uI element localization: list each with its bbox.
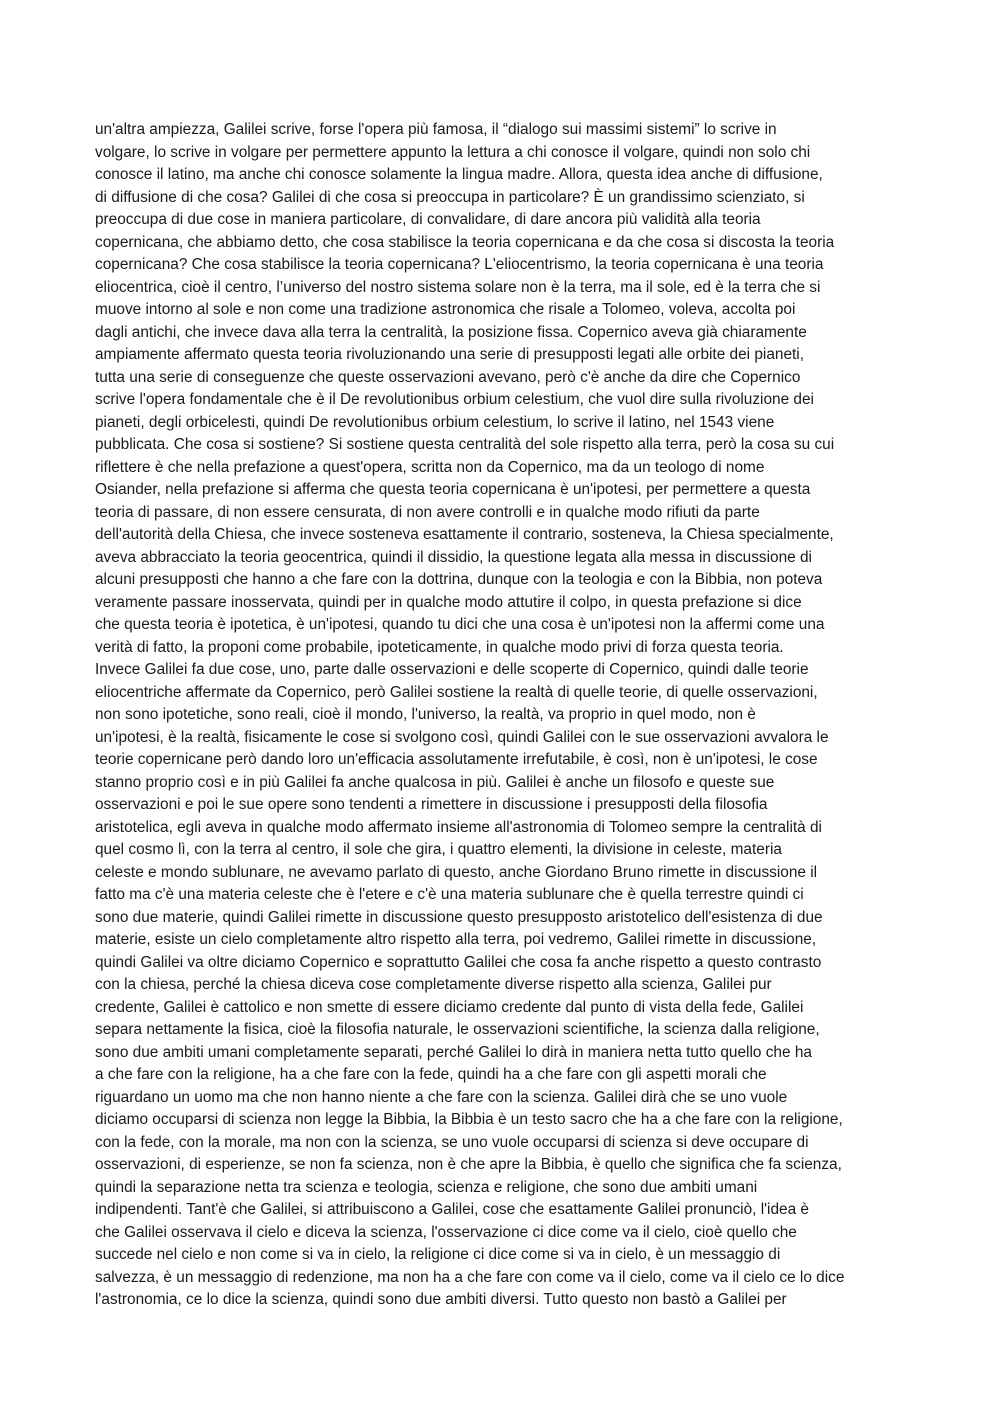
text-line: quel cosmo lì, con la terra al centro, il sole che gira, i quattro elementi, la divisione in celeste, materia <box>95 841 782 858</box>
text-line: volgare, lo scrive in volgare per permettere appunto la lettura a chi conosce il volgare, quindi non solo chi <box>95 143 811 161</box>
text-line: pubblicata. Che cosa si sostiene? Si sostiene questa centralità del sole rispetto alla terra, però la cosa su cui <box>95 436 835 453</box>
text-line: teoria di passare, di non essere censurata, di non avere controlli e in qualche modo rifiuti da parte <box>95 503 760 521</box>
text-line: credente, Galilei è cattolico e non smette di essere diciamo credente dal punto di vista della fede, Galilei <box>95 998 804 1016</box>
text-line: di diffusione di che cosa? Galilei di che cosa si preoccupa in particolare? È un grandissimo scienziato, si <box>95 188 805 206</box>
text-line: copernicana, che abbiamo detto, che cosa stabilisce la teoria copernicana e da che cosa si discosta la teoria <box>95 233 835 251</box>
text-line: eliocentrica, cioè il centro, l’universo del nostro sistema solare non è la terra, ma il sole, ed è la terra che si <box>95 278 821 296</box>
text-line: materie, esiste un cielo completamente altro rispetto alla terra, poi vedremo, Galilei rimette in discussione, <box>95 931 817 948</box>
text-line: un'altra ampiezza, Galilei scrive, forse l'opera più famosa, il “dialogo sui massimi sistemi” lo scrive in <box>95 121 777 138</box>
text-line: fatto ma c'è una materia celeste che è l'etere e c'è una materia sublunare che è quella terrestre quindi ci <box>95 886 804 903</box>
text-line: con la chiesa, perché la chiesa diceva cose completamente diverse rispetto alla scienza, Galilei pur <box>95 976 772 993</box>
text-line: Invece Galilei fa due cose, uno, parte dalle osservazioni e delle scoperte di Copernico, quindi dalle teorie <box>95 661 809 678</box>
text-line: muove intorno al sole e non come una tradizione astronomica che risale a Tolomeo, voleva, accolta poi <box>95 301 796 318</box>
text-line: diciamo occuparsi di scienza non legge la Bibbia, la Bibbia è un testo sacro che ha a che fare con la religione, <box>95 1111 843 1128</box>
text-line: sono due materie, quindi Galilei rimette in discussione questo presupposto aristotelico dell'esistenza di due <box>95 908 823 926</box>
text-line: pianeti, degli orbicelesti, quindi De revolutionibus orbium celestium, lo scrive il latino, nel 1543 viene <box>95 413 775 431</box>
text-line: ampiamente affermato questa teoria rivoluzionando una serie di presupposti legati alle orbite dei pianeti, <box>95 346 804 363</box>
text-line: osservazioni, di esperienze, se non fa scienza, non è che apre la Bibbia, è quello che significa che fa scienza, <box>95 1156 842 1173</box>
text-line: che questa teoria è ipotetica, è un'ipotesi, quando tu dici che una cosa è un'ipotesi non la affermi come una <box>95 616 825 633</box>
text-line: non sono ipotetiche, sono reali, cioè il mondo, l'universo, la realtà, va proprio in quel modo, non è <box>95 706 756 723</box>
text-line: celeste e mondo sublunare, ne avevamo parlato di questo, anche Giordano Bruno rimette in discussione il <box>95 863 818 881</box>
text-line: quindi Galilei va oltre diciamo Copernico e soprattutto Galilei che cosa fa anche rispetto a questo contrasto <box>95 953 822 971</box>
text-line: eliocentriche affermate da Copernico, però Galilei sostiene la realtà di quelle teorie, di quelle osservazioni, <box>95 683 818 701</box>
text-line: dell'autorità della Chiesa, che invece sosteneva esattamente il contrario, sosteneva, la Chiesa specialmente, <box>95 526 834 543</box>
text-line: che Galilei osservava il cielo e diceva la scienza, l'osservazione ci dice come va il cielo, cioè quello che <box>95 1223 797 1241</box>
text-line: salvezza, è un messaggio di redenzione, ma non ha a che fare con come va il cielo, come va il cielo ce lo dice <box>95 1268 845 1286</box>
text-line: a che fare con la religione, ha a che fare con la fede, quindi ha a che fare con gli aspetti morali che <box>95 1066 767 1083</box>
text-line: Osiander, nella prefazione si afferma che questa teoria copernicana è un'ipotesi, per permettere a questa <box>95 481 811 498</box>
text-line: riflettere è che nella prefazione a quest'opera, scritta non da Copernico, ma da un teologo di nome <box>95 458 765 476</box>
text-line: quindi la separazione netta tra scienza e teologia, scienza e religione, che sono due ambiti umani <box>95 1178 758 1196</box>
text-line: stanno proprio così e in più Galilei fa anche qualcosa in più. Galilei è anche un filosofo e queste sue <box>95 773 775 791</box>
text-line: dagli antichi, che invece dava alla terra la centralità, la posizione fissa. Copernico aveva già chiaramente <box>95 323 807 341</box>
text-line: separa nettamente la fisica, cioè la filosofia naturale, le osservazioni scientifiche, la scienza dalla religione, <box>95 1021 820 1038</box>
text-line: osservazioni e poi le sue opere sono tendenti a rimettere in discussione i presupposti della filosofia <box>95 796 768 813</box>
text-line: verità di fatto, la proponi come probabile, ipoteticamente, in qualche modo privi di forza questa teoria. <box>95 638 784 656</box>
text-line: l'astronomia, ce lo dice la scienza, quindi sono due ambiti diversi. Tutto questo non bastò a Galilei per <box>95 1291 787 1308</box>
text-line: preoccupa di due cose in maniera particolare, di convalidare, di dare ancora più validità alla teoria <box>95 211 761 228</box>
text-line: conosce il latino, ma anche chi conosce solamente la lingua madre. Allora, questa idea anche di diffusione, <box>95 166 823 183</box>
text-line: sono due ambiti umani completamente separati, perché Galilei lo dirà in maniera netta tutto quello che ha <box>95 1043 812 1061</box>
text-line: con la fede, con la morale, ma non con la scienza, se uno vuole occuparsi di scienza si deve occupare di <box>95 1133 809 1151</box>
text-line: alcuni presupposti che hanno a che fare con la dottrina, dunque con la teologia e con la Bibbia, non poteva <box>95 571 823 588</box>
text-line: riguardano un uomo ma che non hanno niente a che fare con la scienza. Galilei dirà che se uno vuole <box>95 1088 788 1106</box>
text-line: un'ipotesi, è la realtà, fisicamente le cose si svolgono così, quindi Galilei con le sue osservazioni avvalora le <box>95 728 829 746</box>
text-line: aveva abbracciato la teoria geocentrica, quindi il dissidio, la questione legata alla messa in discussione di <box>95 548 812 566</box>
text-line: teorie copernicane però dando loro un'efficacia assolutamente irrefutabile, è così, non è un'ipotesi, le cose <box>95 751 818 768</box>
text-line: scrive l'opera fondamentale che è il De revolutionibus orbium celestium, che vuol dire sulla rivoluzione dei <box>95 391 814 408</box>
text-line: veramente passare inosservata, quindi per in qualche modo attutire il colpo, in questa prefazione si dice <box>95 593 802 611</box>
text-line: succede nel cielo e non come si va in cielo, la religione ci dice come si va in cielo, è un messaggio di <box>95 1246 781 1263</box>
text-line: aristotelica, egli aveva in qualche modo affermato insieme all'astronomia di Tolomeo sempre la centralità di <box>95 818 822 836</box>
text-line: tutta una serie di conseguenze che queste osservazioni avevano, però c'è anche da dire che Copernico <box>95 368 801 386</box>
text-line: copernicana? Che cosa stabilisce la teoria copernicana? L'eliocentrismo, la teoria copernicana è una teoria <box>95 256 824 273</box>
body-text <box>95 119 925 1312</box>
text-line: indipendenti. Tant'è che Galilei, si attribuiscono a Galilei, cose che esattamente Galilei pronunciò, l'idea è <box>95 1201 809 1218</box>
